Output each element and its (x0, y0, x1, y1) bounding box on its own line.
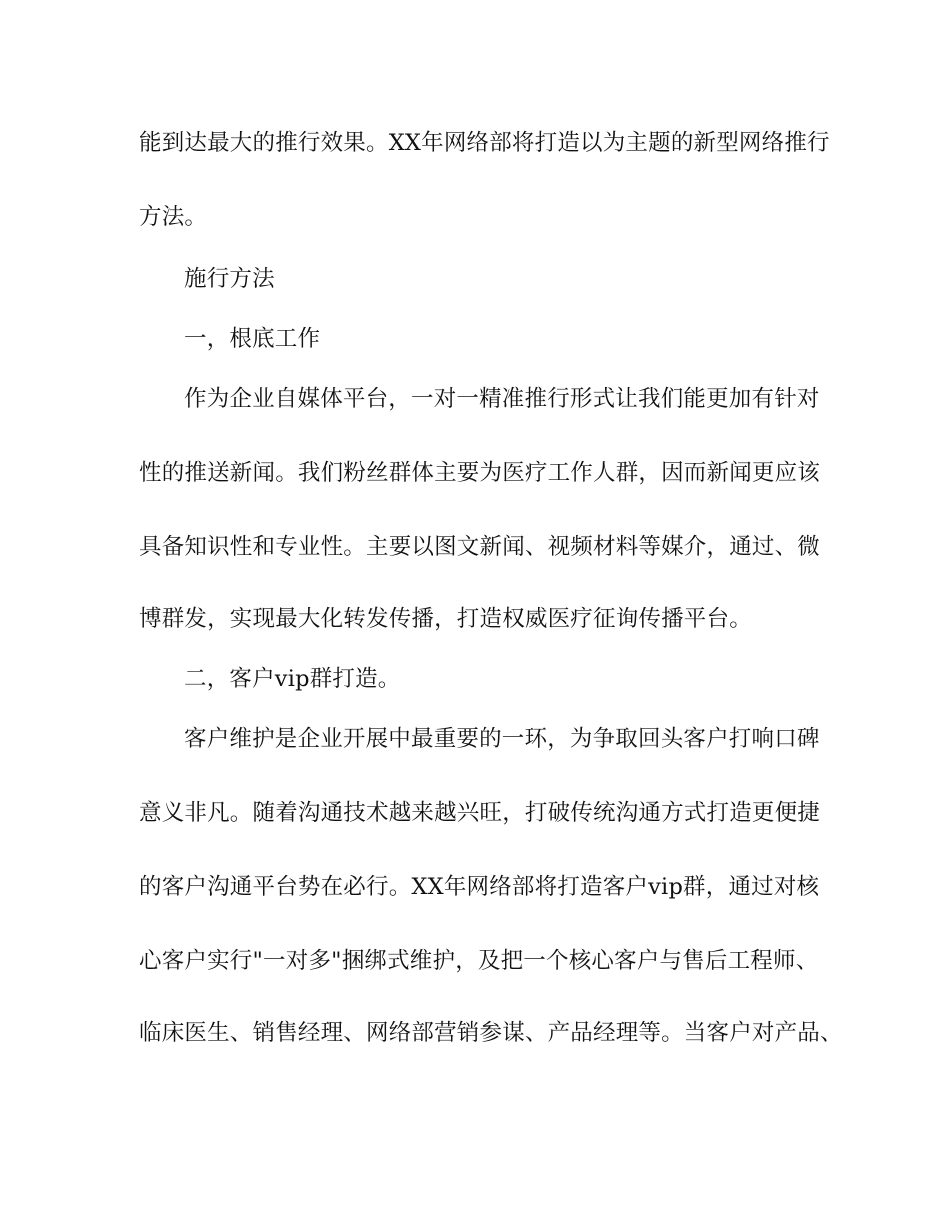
paragraph-line-11: 意义非凡。随着沟通技术越来越兴旺，打破传统沟通方式打造更便捷 (139, 800, 821, 826)
paragraph-line-5: 作为企业自媒体平台，一对一精准推行形式让我们能更加有针对 (184, 386, 820, 412)
paragraph-line-8: 博群发，实现最大化转发传播，打造权威医疗征询传播平台。 (139, 606, 752, 632)
paragraph-line-12: 的客户沟通平台势在必行。XX年网络部将打造客户vip群，通过对核 (139, 874, 820, 900)
section-heading-vip-group: 二，客户vip群打造。 (184, 666, 401, 692)
paragraph-line-14: 临床医生、销售经理、网络部营销参谋、产品经理等。当客户对产品、 (139, 1020, 843, 1046)
section-heading-method: 施行方法 (184, 266, 275, 292)
paragraph-line-2: 方法。 (139, 204, 208, 230)
paragraph-line-1: 能到达最大的推行效果。XX年网络部将打造以为主题的新型网络推行 (139, 130, 830, 156)
paragraph-line-6: 性的推送新闻。我们粉丝群体主要为医疗工作人群，因而新闻更应该 (139, 460, 821, 486)
paragraph-line-7: 具备知识性和专业性。主要以图文新闻、视频材料等媒介，通过、微 (139, 534, 821, 560)
section-heading-groundwork: 一，根底工作 (184, 326, 321, 352)
paragraph-line-13: 心客户实行"一对多"捆绑式维护，及把一个核心客户与售后工程师、 (139, 948, 819, 974)
paragraph-line-10: 客户维护是企业开展中最重要的一环，为争取回头客户打响口碑 (184, 726, 820, 752)
